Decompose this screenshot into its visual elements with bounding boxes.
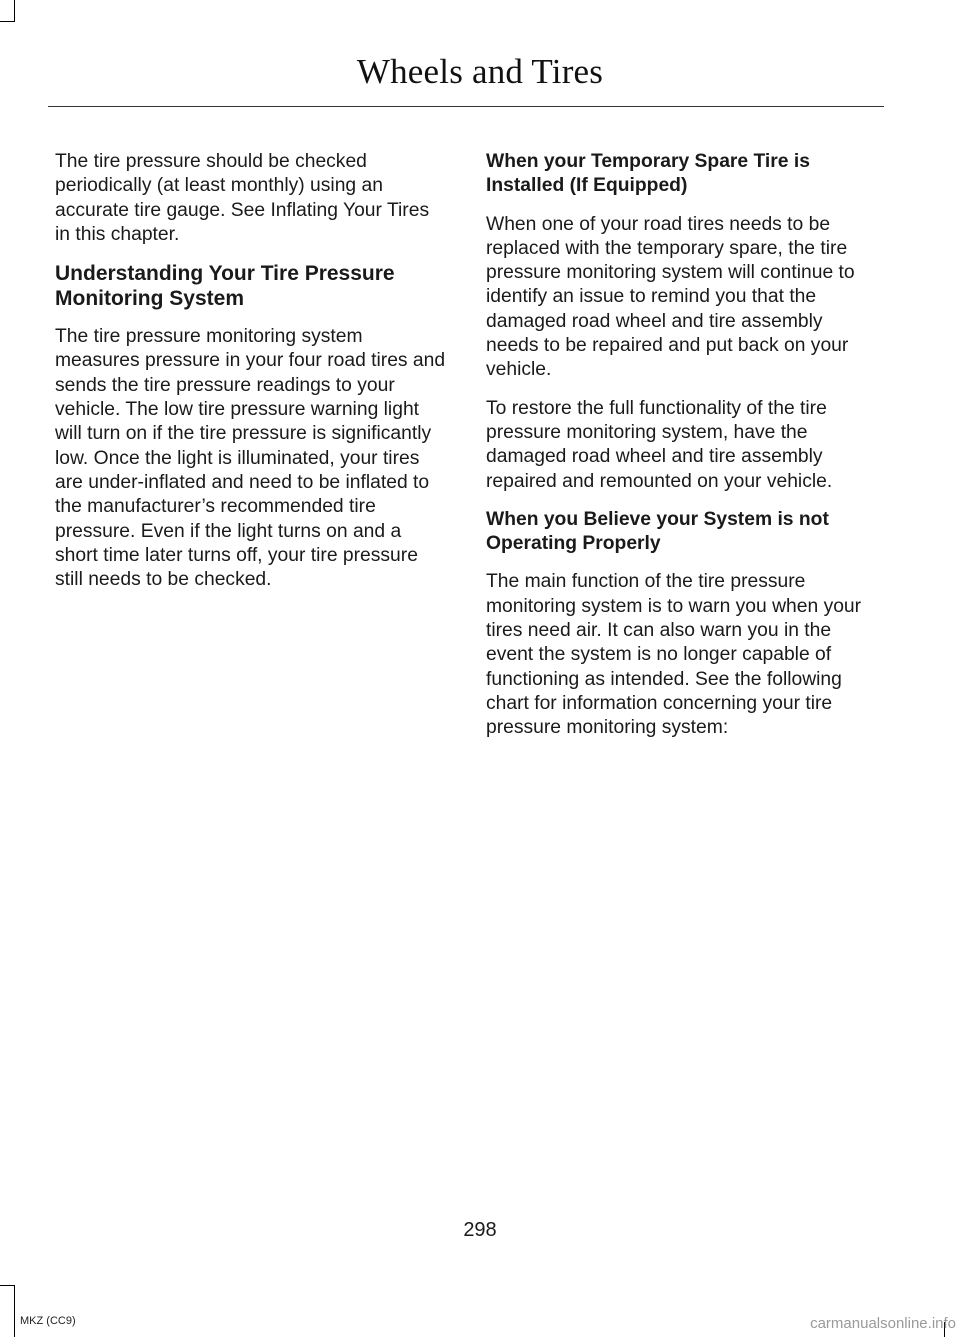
page-number: 298: [463, 1219, 497, 1241]
crop-mark-bottom-left-horizontal: [0, 1285, 15, 1286]
subheading-system-not-operating: When you Believe your System is not Operating Properly: [486, 508, 829, 555]
right-column: [486, 150, 880, 755]
header-divider: [48, 106, 884, 107]
tire-check-paragraph: The tire pressure should be checked periodically (at least monthly) using an accurate tire gauge. See Inflating Your Tires in this chapter.: [55, 151, 430, 245]
temporary-spare-paragraph: When one of your road tires needs to be replaced with the temporary spare, the tire pressure monitoring system will continue to identify an issue to remind you that the damaged road wheel and tire assembly needs to be repaired and put back on your vehicle.: [486, 213, 855, 381]
crop-mark-top-left-horizontal: [0, 21, 15, 22]
main-function-paragraph: The main function of the tire pressure monitoring system is to warn you when your tires need air. It can also warn you in the event the system is no longer capable of functioning as intended. See the following chart for information concerning your tire pressure monitoring system:: [486, 571, 862, 739]
subheading-temporary-spare: When your Temporary Spare Tire is Installed (If Equipped): [486, 151, 810, 197]
model-code: MKZ (CC9): [20, 1315, 76, 1327]
crop-mark-top-left-vertical: [14, 0, 15, 22]
page-title: Wheels and Tires: [356, 52, 604, 91]
watermark: carmanualsonline.info: [810, 1315, 956, 1332]
section-heading-understanding-tpms: Understanding Your Tire Pressure Monitoring System: [55, 262, 395, 311]
left-column: [55, 150, 449, 606]
tpms-description-paragraph: The tire pressure monitoring system measures pressure in your four road tires and sends the tire pressure readings to your vehicle. The low tire pressure warning light will turn on if the tire pressure is significantly low. Once the light is illuminated, your tires are under-inflated and need to be inflated to the manufacturer’s recommended tire pressure. Even if the light turns on and a short time later turns off, your tire pressure still needs to be checked.: [55, 326, 446, 591]
crop-mark-bottom-left-vertical: [14, 1285, 15, 1337]
restore-functionality-paragraph: To restore the full functionality of the tire pressure monitoring system, have the damaged road wheel and tire assembly repaired and remounted on your vehicle.: [486, 397, 833, 492]
